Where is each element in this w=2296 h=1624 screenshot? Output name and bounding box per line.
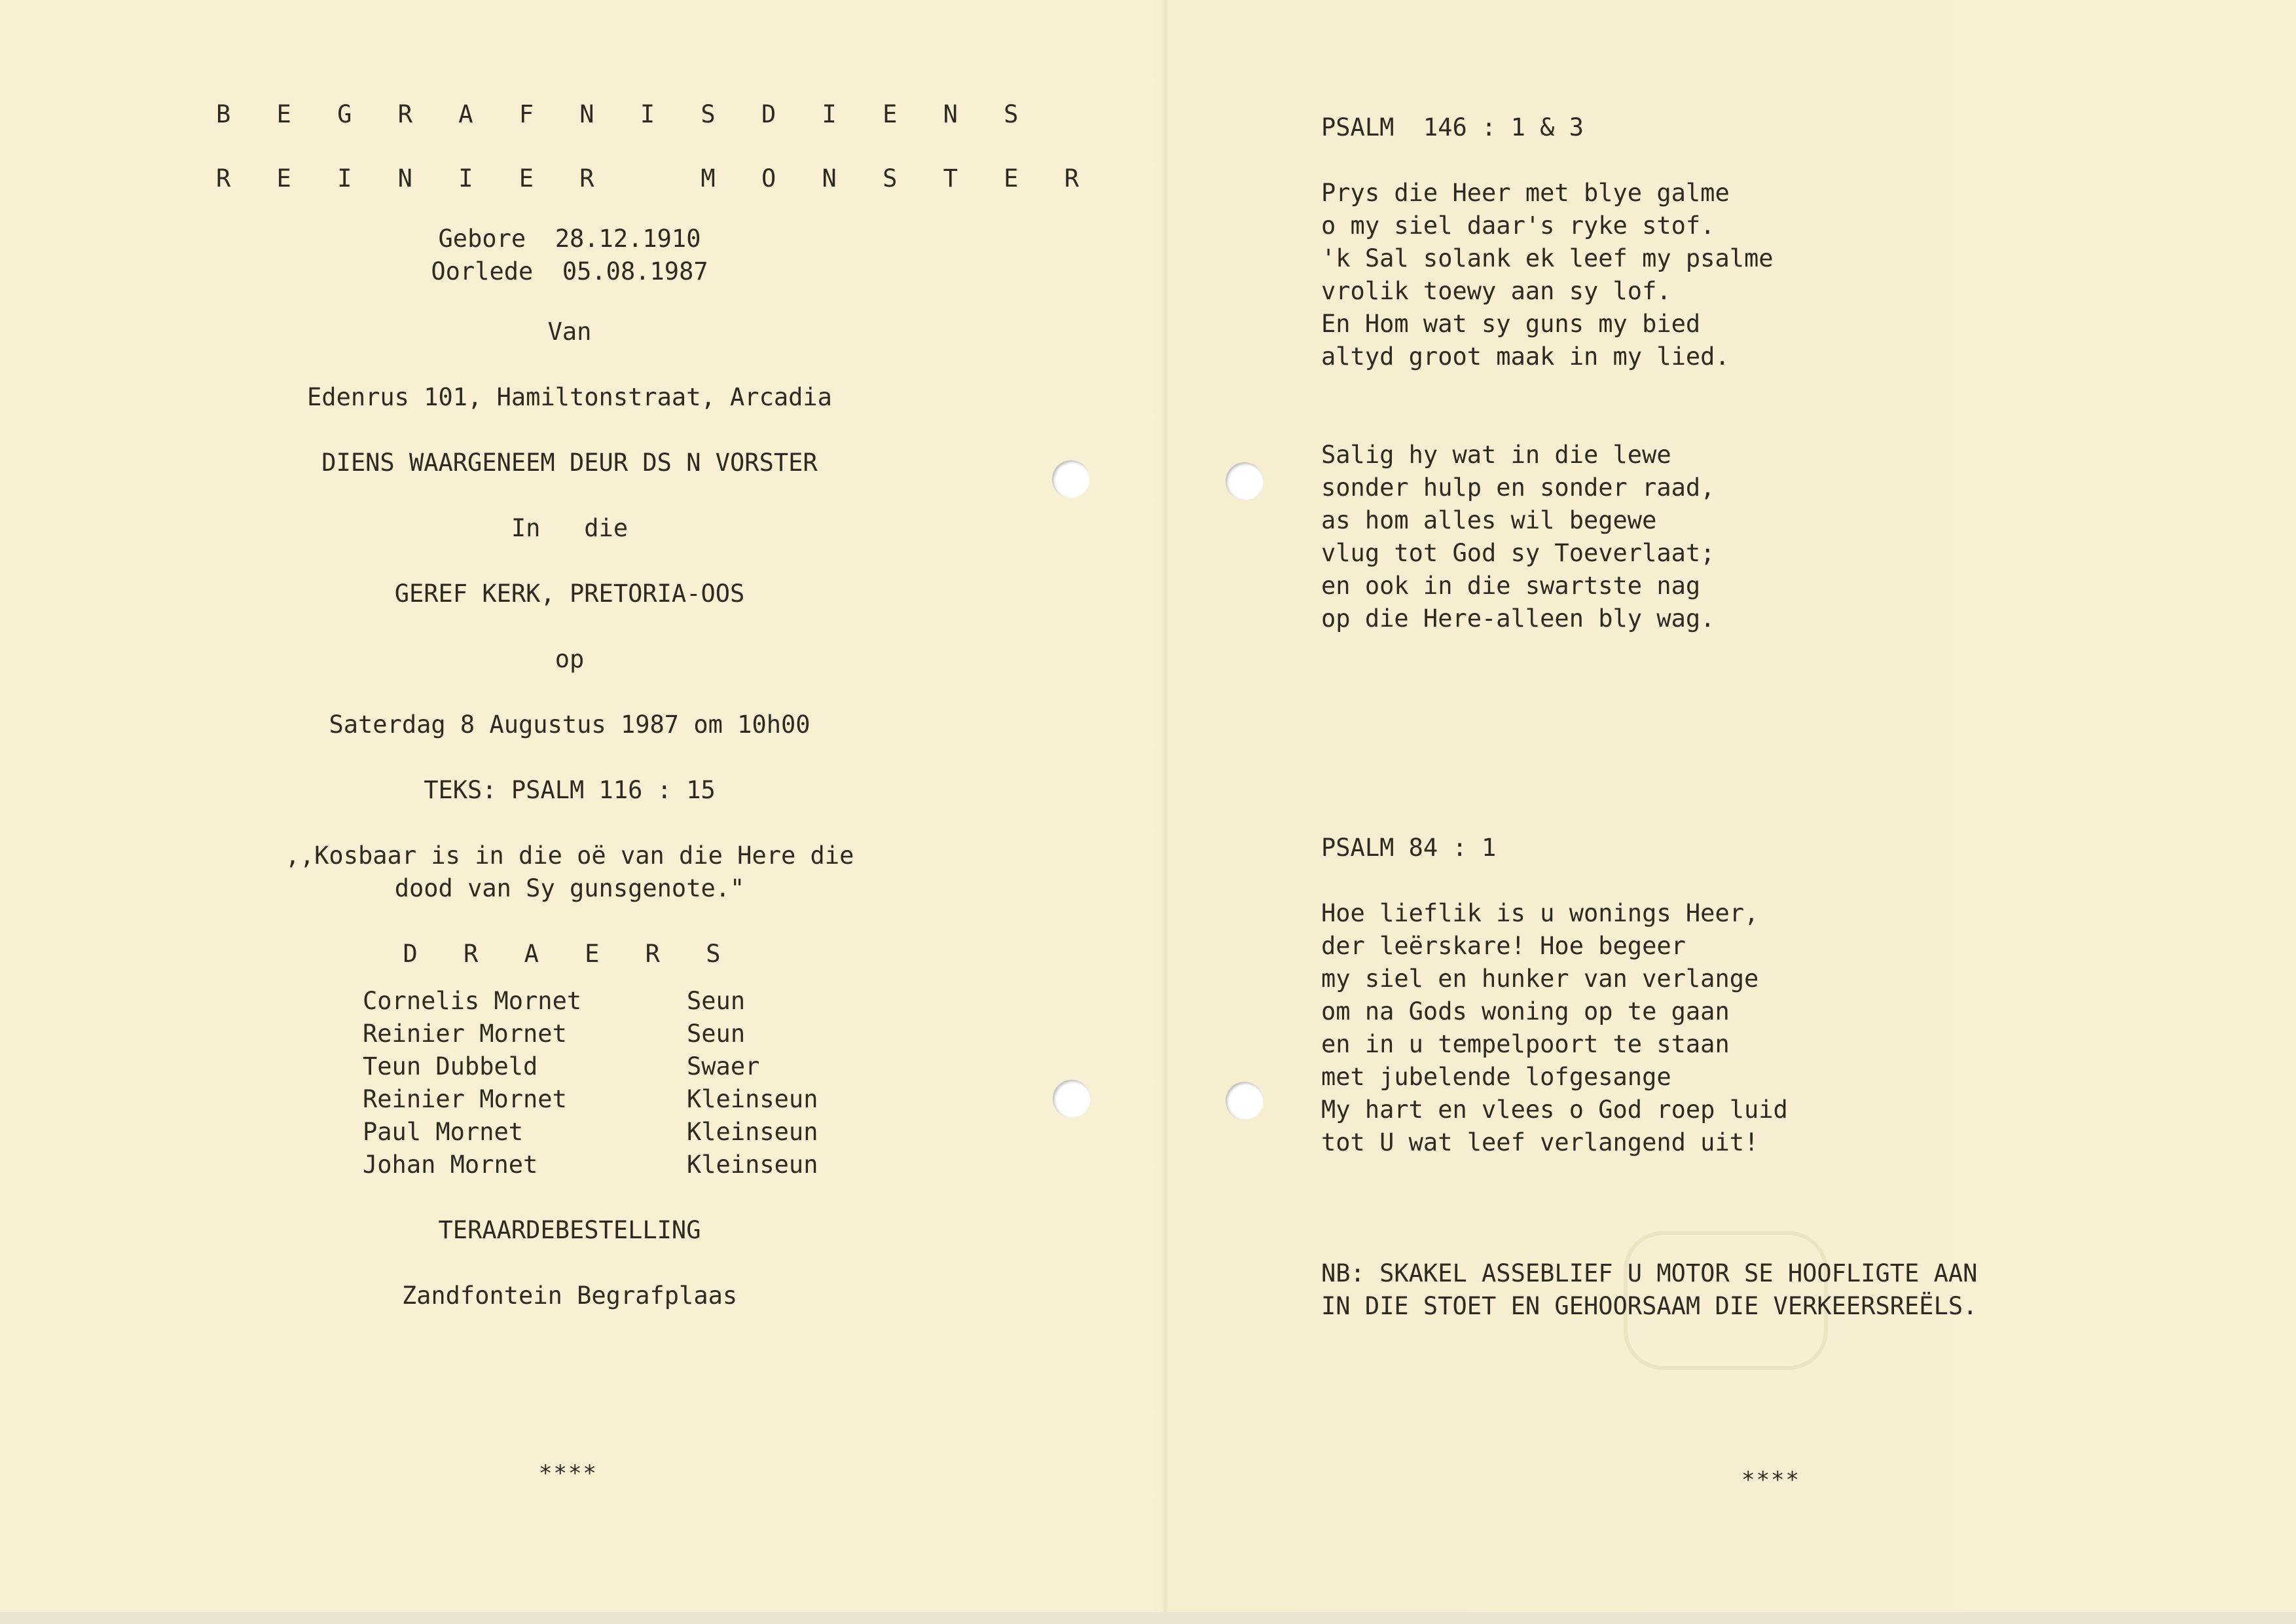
deceased-name: R E I N I E R M O N S T E R — [216, 164, 1095, 193]
punch-hole — [1226, 462, 1264, 500]
birth-date: Gebore 28.12.1910 — [438, 225, 701, 253]
punch-hole — [1052, 460, 1090, 498]
bearer-relation: Kleinseun — [687, 1151, 818, 1179]
scripture-quote-line: ,,Kosbaar is in die oë van die Here die — [285, 841, 854, 870]
verse-line: 'k Sal solank ek leef my psalme — [1321, 244, 1774, 272]
service-date: Saterdag 8 Augustus 1987 om 10h00 — [329, 710, 811, 739]
sermon-text-reference: TEKS: PSALM 116 : 15 — [424, 776, 716, 804]
bearer-name: Cornelis Mornet — [363, 987, 582, 1015]
psalm-146-verse-1 — [1321, 177, 2172, 373]
verse-line: om na Gods woning op te gaan — [1321, 997, 1730, 1025]
psalm-146-heading: PSALM 146 : 1 & 3 — [1321, 113, 1584, 141]
verse-line: Salig hy wat in die lewe — [1321, 441, 1671, 469]
left-page — [216, 98, 1095, 1312]
verse-line: o my siel daar's ryke stof. — [1321, 212, 1715, 240]
verse-line: En Hom wat sy guns my bied — [1321, 310, 1701, 338]
note-line: IN DIE STOET EN GEHOORSAAM DIE VERKEERSREËLS. — [1321, 1292, 1978, 1320]
paper-bottom-edge — [0, 1612, 2296, 1624]
note-line: NB: SKAKEL ASSEBLIEF U MOTOR SE HOOFLIGTE AAN — [1321, 1259, 1978, 1287]
bearer-name: Teun Dubbeld — [363, 1052, 538, 1080]
service-title: B E G R A F N I S D I E N S — [216, 100, 1034, 128]
officiant-line: DIENS WAARGENEEM DEUR DS N VORSTER — [321, 449, 818, 477]
verse-line: vlug tot God sy Toeverlaat; — [1321, 539, 1715, 567]
left-page-stars: **** — [539, 1460, 598, 1486]
on-label: op — [555, 645, 585, 673]
cemetery-name: Zandfontein Begrafplaas — [401, 1282, 738, 1310]
bearer-relation: Seun — [687, 987, 746, 1015]
center-fold — [1162, 0, 1169, 1624]
psalm-84-verse — [1321, 897, 2172, 1159]
bearer-relation: Seun — [687, 1020, 746, 1048]
verse-line: op die Here-alleen bly wag. — [1321, 604, 1715, 633]
verse-line: My hart en vlees o God roep luid — [1321, 1096, 1788, 1124]
verse-line: sonder hulp en sonder raad, — [1321, 473, 1715, 502]
bearer-relation: Kleinseun — [687, 1085, 818, 1113]
verse-line: as hom alles wil begewe — [1321, 506, 1657, 534]
right-page — [1321, 111, 2172, 1323]
from-label: Van — [547, 318, 592, 346]
residence-address: Edenrus 101, Hamiltonstraat, Arcadia — [307, 383, 832, 411]
verse-line: Prys die Heer met blye galme — [1321, 179, 1730, 207]
bearer-relation: Swaer — [687, 1052, 760, 1080]
bearer-name: Paul Mornet — [363, 1118, 524, 1146]
verse-line: met jubelende lofgesange — [1321, 1063, 1671, 1091]
verse-line: der leërskare! Hoe begeer — [1321, 932, 1686, 960]
bearer-name: Johan Mornet — [363, 1151, 538, 1179]
church-name: GEREF KERK, PRETORIA-OOS — [394, 580, 745, 608]
bearer-name: Reinier Mornet — [363, 1085, 567, 1113]
bearers-list — [363, 985, 870, 1181]
bearers-heading: D R A E R S — [403, 940, 737, 968]
bearer-relation: Kleinseun — [687, 1118, 818, 1146]
burial-heading: TERAARDEBESTELLING — [438, 1216, 701, 1244]
verse-line: vrolik toewy aan sy lof. — [1321, 277, 1671, 305]
scripture-quote-line: dood van Sy gunsgenote." — [394, 874, 745, 902]
psalm-84-heading: PSALM 84 : 1 — [1321, 834, 1497, 862]
death-date: Oorlede 05.08.1987 — [431, 257, 708, 286]
bearer-name: Reinier Mornet — [363, 1020, 567, 1048]
headlights-note — [1321, 1257, 2172, 1323]
punch-hole — [1053, 1080, 1091, 1118]
verse-line: my siel en hunker van verlange — [1321, 965, 1759, 993]
verse-line: en ook in die swartste nag — [1321, 572, 1701, 600]
verse-line: en in u tempelpoort te staan — [1321, 1030, 1730, 1058]
verse-line: tot U wat leef verlangend uit! — [1321, 1128, 1759, 1156]
punch-hole — [1226, 1082, 1264, 1120]
in-label: In die — [511, 514, 629, 542]
verse-line: altyd groot maak in my lied. — [1321, 342, 1730, 371]
verse-line: Hoe lieflik is u wonings Heer, — [1321, 899, 1759, 927]
right-page-stars: **** — [1741, 1467, 1800, 1493]
psalm-146-verse-2 — [1321, 439, 2172, 635]
